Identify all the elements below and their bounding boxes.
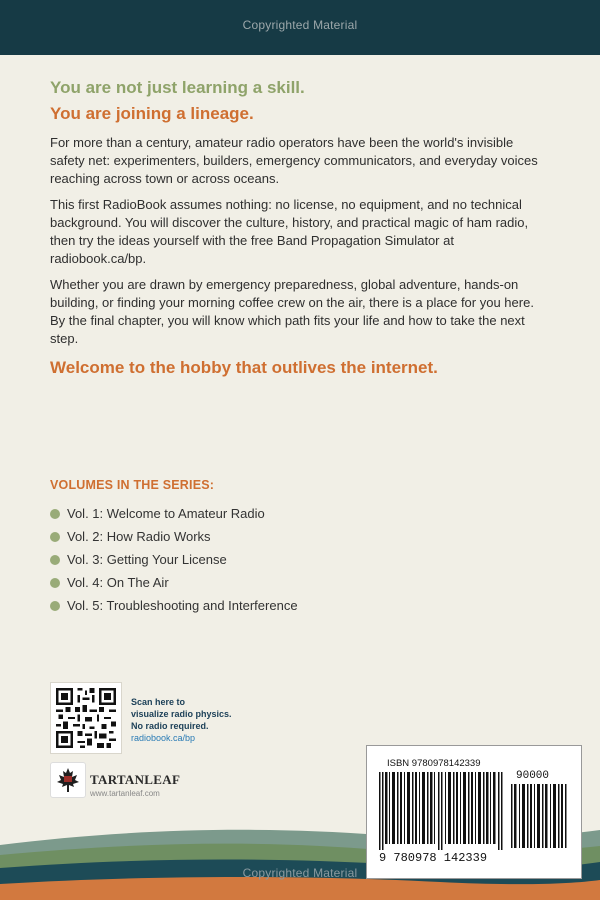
- bullet-dot-icon: [50, 532, 60, 542]
- isbn-label: ISBN 9780978142339: [387, 758, 481, 769]
- maple-leaf-icon: [54, 766, 82, 794]
- qr-caption-line: No radio required.: [131, 721, 209, 731]
- list-item: [50, 594, 298, 617]
- publisher-logo: [50, 762, 86, 798]
- qr-link[interactable]: radiobook.ca/bp: [131, 733, 196, 743]
- qr-caption-line: visualize radio physics.: [131, 709, 232, 719]
- tagline-line-1: You are not just learning a skill.: [50, 78, 305, 97]
- series-item-label: Vol. 3: Getting Your License: [67, 552, 227, 567]
- series-item-label: Vol. 1: Welcome to Amateur Radio: [67, 506, 265, 521]
- welcome-heading: Welcome to the hobby that outlives the internet.: [50, 358, 438, 377]
- list-item: [50, 548, 298, 571]
- series-list: [50, 502, 298, 617]
- qr-code-icon: [56, 688, 116, 748]
- list-item: [50, 525, 298, 548]
- series-item-label: Vol. 5: Troubleshooting and Interference: [67, 598, 298, 613]
- barcode-addon-bars: [510, 784, 570, 848]
- qr-code[interactable]: [50, 682, 122, 754]
- paragraph-paths: Whether you are drawn by emergency preparedness, global adventure, hands-on building, or finding your morning coffee crew on the air, there is a place for you here. By the final chapter, you will know which path fits your life and how to take the next step.: [50, 277, 534, 346]
- isbn-barcode: [366, 745, 582, 879]
- barcode-bars: [377, 772, 505, 850]
- list-item: [50, 502, 298, 525]
- series-item-label: Vol. 2: How Radio Works: [67, 529, 211, 544]
- tagline-line-2: You are joining a lineage.: [50, 104, 254, 123]
- price-code: 90000: [516, 770, 550, 782]
- watermark-top: Copyrighted Material: [242, 18, 358, 32]
- isbn-digits: 9 780978 142339: [379, 851, 488, 865]
- series-title: VOLUMES IN THE SERIES:: [50, 478, 215, 492]
- qr-caption-line: Scan here to: [131, 697, 186, 707]
- bullet-dot-icon: [50, 601, 60, 611]
- watermark-bottom: Copyrighted Material: [242, 866, 358, 880]
- paragraph-radiobook: This first RadioBook assumes nothing: no license, no equipment, and no technical background. You will discover the culture, history, and practical magic of ham radio, then try the ideas yourself with the free Band Propagation Simulator at radiobook.ca/bp.: [50, 197, 529, 266]
- publisher-name: TARTANLEAF: [90, 772, 181, 787]
- bullet-dot-icon: [50, 555, 60, 565]
- bullet-dot-icon: [50, 578, 60, 588]
- series-item-label: Vol. 4: On The Air: [67, 575, 169, 590]
- paragraph-intro: For more than a century, amateur radio operators have been the world's invisible safety net: experimenters, builders, emergency communicators, and everyday voices reaching across town or across oceans.: [50, 135, 538, 186]
- list-item: [50, 571, 298, 594]
- qr-caption: [131, 696, 232, 732]
- bullet-dot-icon: [50, 509, 60, 519]
- publisher-url[interactable]: www.tartanleaf.com: [90, 789, 160, 798]
